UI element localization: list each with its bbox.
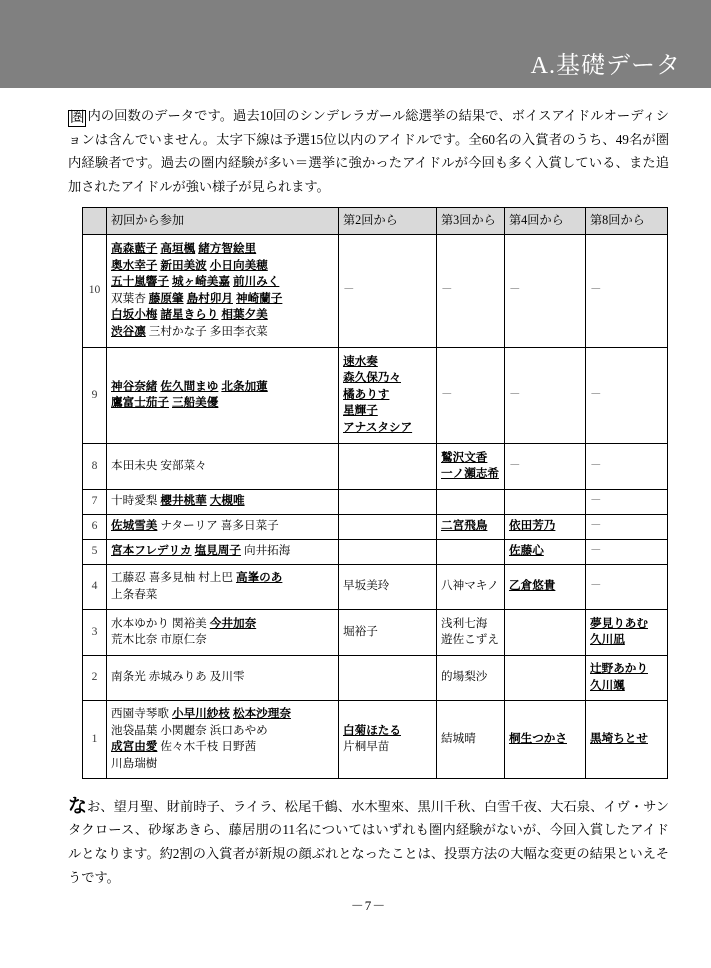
name-line [111, 241, 334, 257]
name-line [111, 258, 334, 274]
page-title: A.基礎データ [530, 53, 681, 79]
idol-name: 喜多見柚 [148, 571, 196, 585]
idol-name: 高峯のあ [235, 571, 283, 585]
name-line [111, 739, 334, 755]
table-row [83, 234, 668, 347]
idol-name: 速水奏 [343, 354, 378, 368]
first-round-cell [107, 514, 339, 539]
idol-name: 村上巴 [198, 571, 233, 585]
table-row [83, 443, 668, 489]
idol-name: 遊佐こずえ [441, 633, 499, 647]
column-header-first-round: 初回から参加 [107, 207, 339, 234]
idol-name: 藤原肇 [148, 291, 184, 305]
idol-name: 依田芳乃 [509, 519, 556, 533]
idol-name: 高垣楓 [160, 242, 196, 256]
rank-cell: 10 [83, 234, 107, 347]
name-line [590, 616, 663, 632]
name-line [111, 458, 334, 474]
rank-cell: 4 [83, 564, 107, 609]
name-line [509, 543, 581, 559]
table-row [83, 347, 668, 443]
name-line [111, 493, 334, 509]
name-line [111, 324, 334, 340]
idol-name: 八神マキノ [441, 579, 499, 593]
name-line [441, 578, 500, 594]
idol-name: 桐生つかさ [509, 731, 567, 745]
name-line [509, 518, 581, 534]
idol-name: 関裕美 [171, 616, 207, 630]
name-line [590, 632, 663, 648]
name-line [441, 731, 500, 747]
idol-name: 三村かな子 [148, 324, 207, 338]
name-line [111, 570, 334, 586]
round2-cell [339, 347, 437, 443]
idol-name: 白坂小梅 [111, 308, 158, 322]
name-line [111, 723, 334, 739]
table-row [83, 514, 668, 539]
round4-cell [505, 489, 586, 514]
name-line [111, 307, 334, 323]
round3-cell [437, 700, 505, 778]
round2-cell [339, 655, 437, 700]
idol-name: 橘ありす [343, 387, 390, 401]
idol-name: 久川凪 [590, 633, 625, 647]
round2-cell [339, 609, 437, 655]
idol-name: 池袋晶葉 [111, 723, 158, 737]
idol-name: 奥水幸子 [111, 258, 158, 272]
idol-name: 結城晴 [441, 731, 476, 745]
table-row [83, 609, 668, 655]
idol-name: 渋谷凛 [111, 324, 146, 338]
table-row [83, 539, 668, 564]
table-header-row [83, 207, 668, 234]
idol-name: 向井拓海 [243, 544, 291, 558]
name-line [343, 578, 432, 594]
idol-name: 荒木比奈 [111, 633, 158, 647]
round3-cell [437, 514, 505, 539]
idol-rank-table [82, 207, 668, 779]
name-line [343, 403, 432, 419]
round4-cell [505, 514, 586, 539]
round8-cell: － [586, 234, 668, 347]
idol-name: 赤城みりあ [148, 670, 207, 684]
idol-name: 佐藤心 [509, 544, 544, 558]
name-line [343, 370, 432, 386]
round2-cell [339, 700, 437, 778]
rank-cell: 8 [83, 443, 107, 489]
idol-name: 南条光 [111, 670, 146, 684]
rank-cell: 6 [83, 514, 107, 539]
name-line [343, 624, 432, 640]
idol-name: 堀裕子 [343, 624, 378, 638]
idol-name: 佐城雪美 [111, 519, 158, 533]
closing-paragraph-text: お、望月聖、財前時子、ライラ、松尾千鶴、水木聖來、黒川千秋、白雪千夜、大石泉、イヴ・サンタクロース、砂塚あきら、藤居朋の11名についてはいずれも圏内経験がないが、今回入賞したアイドルとなります。約2割の入賞者が新規の顔ぶれとなったことは、投票方法の大幅な変更の結果といえそうです。 [68, 798, 669, 885]
round3-cell [437, 655, 505, 700]
idol-name: アナスタシア [343, 420, 413, 434]
name-line [111, 587, 334, 603]
round8-cell [586, 655, 668, 700]
idol-name: 星輝子 [343, 404, 378, 418]
idol-name: 北条加蓮 [221, 379, 268, 393]
idol-name: 夢見りあむ [590, 616, 648, 630]
idol-name: 安部菜々 [160, 458, 207, 472]
rank-cell: 3 [83, 609, 107, 655]
round2-cell: － [339, 234, 437, 347]
name-line [590, 678, 663, 694]
idol-name: 大槻唯 [209, 494, 245, 508]
idol-name: 片桐早苗 [343, 740, 390, 754]
round8-cell: － [586, 443, 668, 489]
name-line [441, 632, 500, 648]
idol-name: 松本沙理奈 [232, 707, 291, 721]
dropcap-kanji: 圏 [70, 110, 85, 126]
round3-cell [437, 443, 505, 489]
idol-name: 塩見周子 [194, 544, 241, 558]
idol-name: 三船美優 [171, 396, 219, 410]
name-line [441, 466, 500, 482]
round4-cell [505, 564, 586, 609]
idol-name: 諸星きらり [160, 308, 219, 322]
table-body [83, 234, 668, 778]
idol-name: 黒埼ちとせ [590, 731, 648, 745]
idol-name: 相葉夕美 [221, 308, 268, 322]
name-line [343, 354, 432, 370]
idol-name: 高森藍子 [111, 242, 158, 256]
round2-cell [339, 539, 437, 564]
name-line [441, 518, 500, 534]
idol-name: 及川雫 [209, 670, 245, 684]
name-line [111, 379, 334, 395]
idol-name: 西園寺琴歌 [111, 707, 169, 721]
round3-cell [437, 489, 505, 514]
intro-paragraph-text: 内の回数のデータです。過去10回のシンデレラガール総選挙の結果で、ボイスアイドルオーディションは含んでいません。太字下線は予選15位以内のアイドルです。全60名の入賞者のうち、49名が圏内経験者です。過去の圏内経験が多い＝選挙に強かったアイドルが今回も多く入賞している、また追加されたアイドルが強い様子が見られます。 [68, 108, 669, 194]
name-line [441, 450, 500, 466]
idol-name: 工藤忍 [111, 571, 146, 585]
idol-name: 五十嵐響子 [111, 275, 169, 289]
idol-name: 乙倉悠貴 [509, 579, 556, 593]
name-line [343, 739, 432, 755]
rank-cell: 9 [83, 347, 107, 443]
name-line [111, 518, 334, 534]
page-number: －7－ [350, 898, 387, 914]
first-round-cell [107, 700, 339, 778]
round3-cell: － [437, 234, 505, 347]
first-round-cell [107, 443, 339, 489]
table-row [83, 564, 668, 609]
rank-cell: 2 [83, 655, 107, 700]
first-round-cell [107, 564, 339, 609]
name-line [111, 616, 334, 632]
name-line [441, 669, 500, 685]
intro-paragraph [68, 104, 669, 199]
round4-cell [505, 609, 586, 655]
column-header-rank [83, 207, 107, 234]
page-content [0, 104, 711, 914]
first-round-cell [107, 655, 339, 700]
column-header-round4: 第4回から [505, 207, 586, 234]
idol-name: 小関麗奈 [160, 723, 207, 737]
idol-name: 神谷奈緒 [111, 379, 158, 393]
closing-lead-char: な [68, 795, 87, 817]
idol-name: 多田李衣菜 [209, 324, 268, 338]
idol-name: 前川みく [232, 275, 280, 289]
round4-cell [505, 539, 586, 564]
name-line [343, 420, 432, 436]
idol-name: 神崎蘭子 [235, 291, 283, 305]
idol-name: 浅利七海 [441, 616, 488, 630]
name-line [111, 706, 334, 722]
idol-name: 喜多日菜子 [220, 519, 279, 533]
round2-cell [339, 514, 437, 539]
name-line [111, 291, 334, 307]
idol-name: 十時愛梨 [111, 494, 158, 508]
idol-name: 小日向美穂 [209, 258, 268, 272]
round4-cell: － [505, 234, 586, 347]
idol-name: 森久保乃々 [343, 371, 401, 385]
name-line [343, 723, 432, 739]
round3-cell: － [437, 347, 505, 443]
name-line [509, 731, 581, 747]
idol-name: 水本ゆかり [111, 616, 169, 630]
round3-cell [437, 539, 505, 564]
idol-name: 辻野あかり [590, 662, 648, 676]
round2-cell [339, 564, 437, 609]
round8-cell: － [586, 347, 668, 443]
idol-name: 城ヶ崎美嘉 [171, 275, 230, 289]
closing-paragraph [68, 795, 669, 890]
name-line [111, 756, 334, 772]
idol-name: 白菊ほたる [343, 723, 401, 737]
idol-name: 市原仁奈 [160, 633, 207, 647]
idol-name: 鷹富士茄子 [111, 396, 169, 410]
round3-cell [437, 564, 505, 609]
idol-name: 佐久間まゆ [160, 379, 219, 393]
first-round-cell [107, 347, 339, 443]
idol-name: 早坂美玲 [343, 579, 390, 593]
idol-name: 日野茜 [221, 740, 257, 754]
first-round-cell [107, 609, 339, 655]
idol-name: 島村卯月 [186, 291, 233, 305]
idol-name: 成宮由愛 [111, 740, 158, 754]
round8-cell [586, 609, 668, 655]
idol-name: 新田美波 [160, 258, 207, 272]
rank-cell: 7 [83, 489, 107, 514]
name-line [441, 616, 500, 632]
round8-cell: － [586, 489, 668, 514]
round2-cell [339, 443, 437, 489]
round8-cell: － [586, 514, 668, 539]
idol-name: 鷲沢文香 [441, 450, 488, 464]
first-round-cell [107, 234, 339, 347]
idol-name: 浜口あやめ [209, 723, 268, 737]
idol-name: 的場梨沙 [441, 670, 488, 684]
idol-name: 久川颯 [590, 678, 625, 692]
round2-cell [339, 489, 437, 514]
table-row [83, 700, 668, 778]
round8-cell [586, 700, 668, 778]
idol-name: 櫻井桃華 [160, 494, 207, 508]
round8-cell: － [586, 539, 668, 564]
column-header-round8: 第8回から [586, 207, 668, 234]
idol-name: 双葉杏 [111, 291, 146, 305]
round8-cell: － [586, 564, 668, 609]
idol-name: 上条春菜 [111, 587, 158, 601]
idol-name: 川島瑞樹 [111, 756, 158, 770]
idol-name: 一ノ瀬志希 [441, 467, 499, 481]
round3-cell [437, 609, 505, 655]
column-header-round2: 第2回から [339, 207, 437, 234]
name-line [509, 578, 581, 594]
idol-name: 小早川紗枝 [171, 707, 230, 721]
name-line [590, 731, 663, 747]
table-row [83, 489, 668, 514]
column-header-round3: 第3回から [437, 207, 505, 234]
page-header-banner [0, 0, 711, 88]
table-row [83, 655, 668, 700]
idol-name: 宮本フレデリカ [111, 544, 192, 558]
first-round-cell [107, 539, 339, 564]
name-line [111, 632, 334, 648]
round4-cell: － [505, 347, 586, 443]
name-line [111, 669, 334, 685]
name-line [111, 395, 334, 411]
name-line [111, 274, 334, 290]
first-round-cell [107, 489, 339, 514]
round4-cell [505, 700, 586, 778]
name-line [590, 661, 663, 677]
name-line [111, 543, 334, 559]
rank-cell: 5 [83, 539, 107, 564]
idol-name: 本田未央 [111, 458, 158, 472]
idol-name: 緒方智絵里 [198, 242, 257, 256]
round4-cell: － [505, 443, 586, 489]
idol-name: 佐々木千枝 [160, 740, 219, 754]
idol-name: 二宮飛鳥 [441, 519, 488, 533]
rank-cell: 1 [83, 700, 107, 778]
name-line [343, 387, 432, 403]
idol-name: ナターリア [160, 519, 218, 533]
idol-name: 今井加奈 [209, 616, 257, 630]
round4-cell [505, 655, 586, 700]
